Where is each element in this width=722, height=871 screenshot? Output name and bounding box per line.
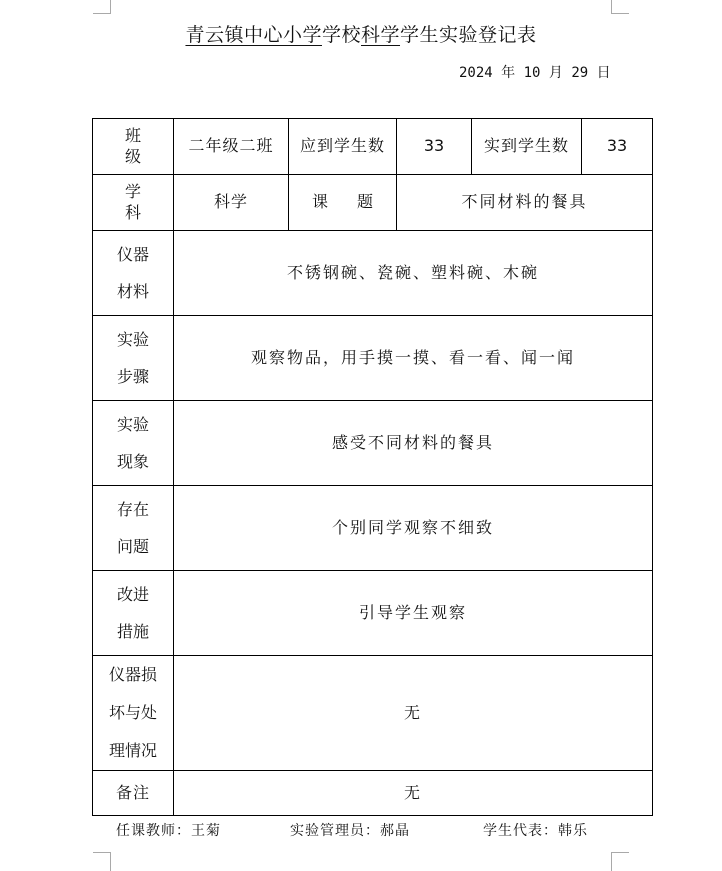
class-label: 班 级 bbox=[93, 119, 174, 175]
row-label bbox=[93, 571, 174, 656]
table-row-class bbox=[93, 119, 653, 175]
row-value: 引导学生观察 bbox=[174, 571, 653, 656]
student-rep-signature: 学生代表：韩乐 bbox=[483, 823, 588, 839]
row-value: 个别同学观察不细致 bbox=[174, 486, 653, 571]
record-date bbox=[459, 62, 611, 82]
row-label-line: 现象 bbox=[116, 452, 149, 471]
actual-count-value: 33 bbox=[582, 119, 653, 175]
title-school: 青云镇中心小学 bbox=[185, 24, 322, 46]
row-label bbox=[93, 401, 174, 486]
crop-mark bbox=[110, 852, 111, 871]
row-label-line: 步骤 bbox=[116, 367, 149, 386]
title-school-suffix: 学校 bbox=[321, 24, 361, 46]
subject-label: 学 科 bbox=[93, 175, 174, 231]
remark-value: 无 bbox=[174, 771, 653, 816]
date-year-unit: 年 bbox=[501, 65, 516, 81]
table-row bbox=[93, 231, 653, 316]
damage-label-line: 理情况 bbox=[108, 741, 157, 760]
admin-signature: 实验管理员：郝晶 bbox=[290, 823, 410, 839]
row-label-line: 存在 bbox=[116, 500, 149, 519]
expected-count-value: 33 bbox=[397, 119, 472, 175]
table-row bbox=[93, 316, 653, 401]
row-label-line: 仪器 bbox=[116, 245, 149, 264]
damage-value: 无 bbox=[174, 656, 653, 771]
crop-mark bbox=[110, 0, 111, 13]
row-label-line: 材料 bbox=[116, 282, 149, 301]
topic-label: 课 题 bbox=[289, 175, 397, 231]
row-label bbox=[93, 316, 174, 401]
topic-value: 不同材料的餐具 bbox=[397, 175, 653, 231]
table-row bbox=[93, 486, 653, 571]
row-value: 感受不同材料的餐具 bbox=[174, 401, 653, 486]
class-value: 二年级二班 bbox=[174, 119, 289, 175]
table-row bbox=[93, 401, 653, 486]
row-label-line: 改进 bbox=[116, 585, 149, 604]
date-day-unit: 日 bbox=[596, 65, 611, 81]
date-month: 10 bbox=[523, 65, 541, 81]
row-label-line: 实验 bbox=[116, 330, 149, 349]
date-year: 2024 bbox=[459, 65, 493, 81]
row-value: 不锈钢碗、瓷碗、塑料碗、木碗 bbox=[174, 231, 653, 316]
damage-label-line: 坏与处 bbox=[108, 703, 157, 722]
table-row-subject bbox=[93, 175, 653, 231]
row-value: 观察物品，用手摸一摸、看一看、闻一闻 bbox=[174, 316, 653, 401]
crop-mark bbox=[611, 0, 612, 13]
title-suffix: 学生实验登记表 bbox=[400, 24, 537, 46]
crop-mark bbox=[611, 852, 612, 871]
row-label-line: 实验 bbox=[116, 415, 149, 434]
row-label bbox=[93, 231, 174, 316]
row-label-line: 问题 bbox=[116, 537, 149, 556]
title-subject: 科学 bbox=[361, 24, 401, 46]
crop-mark bbox=[93, 852, 111, 853]
experiment-record-table bbox=[92, 118, 653, 816]
expected-count-label: 应到学生数 bbox=[289, 119, 397, 175]
table-row-remark bbox=[93, 771, 653, 816]
damage-label-line: 仪器损 bbox=[108, 665, 157, 684]
date-day: 29 bbox=[571, 65, 589, 81]
page-title bbox=[0, 20, 722, 47]
actual-count-label: 实到学生数 bbox=[472, 119, 582, 175]
date-month-unit: 月 bbox=[548, 65, 563, 81]
crop-mark bbox=[93, 13, 111, 14]
row-label-line: 措施 bbox=[116, 622, 149, 641]
remark-label: 备注 bbox=[93, 771, 174, 816]
crop-mark bbox=[611, 852, 629, 853]
damage-label bbox=[93, 656, 174, 771]
table-row-damage bbox=[93, 656, 653, 771]
teacher-signature: 任课教师：王菊 bbox=[116, 823, 221, 839]
table-row bbox=[93, 571, 653, 656]
subject-value: 科学 bbox=[174, 175, 289, 231]
crop-mark bbox=[611, 13, 629, 14]
row-label bbox=[93, 486, 174, 571]
